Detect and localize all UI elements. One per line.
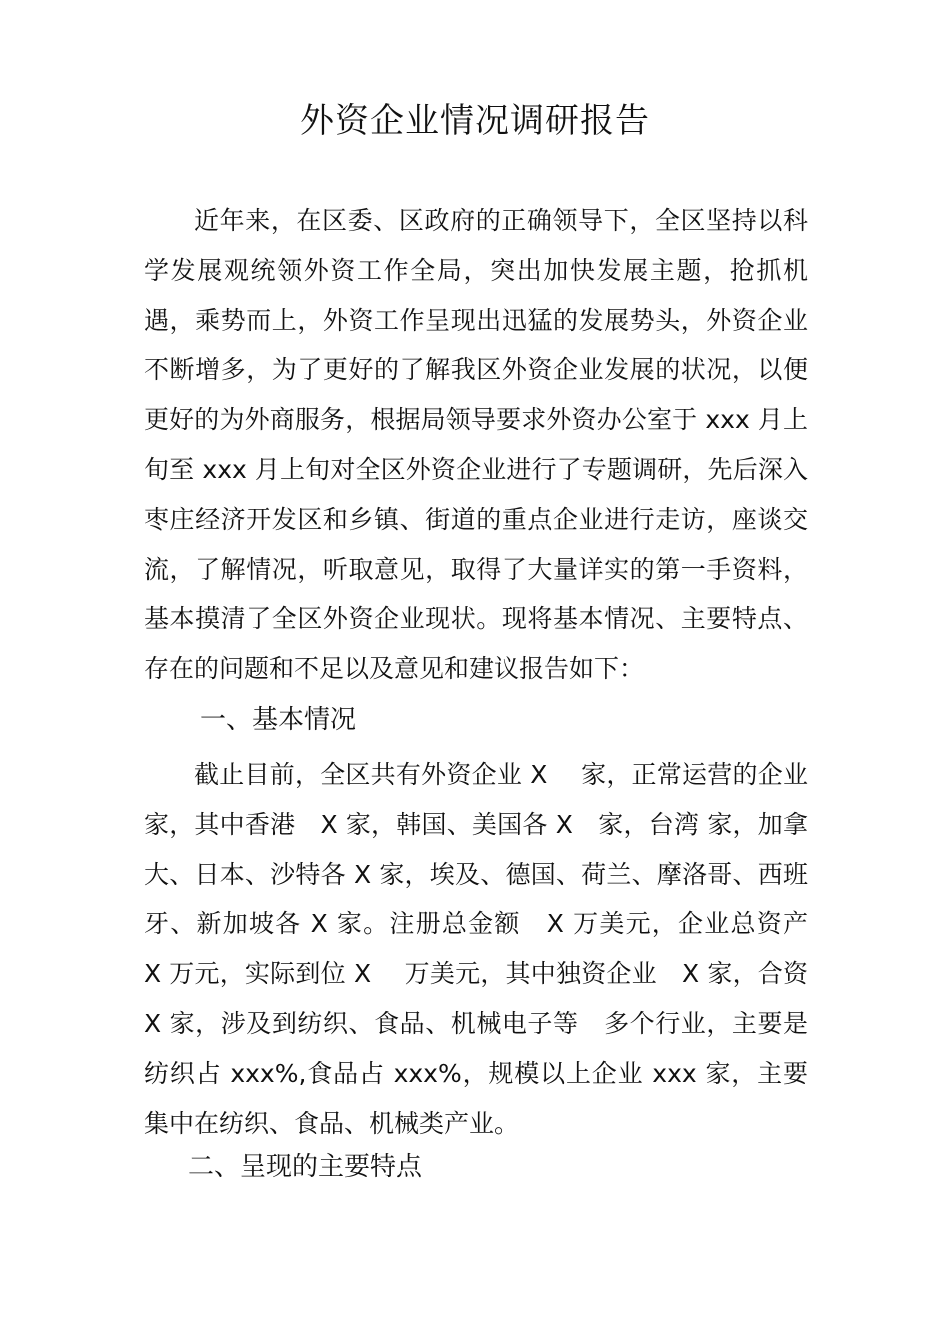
document-title: 外资企业情况调研报告 [300,101,650,141]
intro-paragraph: 近年来，在区委、区政府的正确领导下，全区坚持以科学发展观统领外资工作全局，突出加快发展主题，抢抓机遇，乘势而上，外资工作呈现出迅猛的发展势头，外资企业不断增多，为了更好的了解我区外资企业发展的状况，以便更好的为外商服务，根据局领导要求外资办公室于 xxx 月上旬至 xxx 月上旬对全区外资企业进行了专题调研，先后深入枣庄经济开发区和乡镇、街道的重点企业进行走访，座谈交流，了解情况，听取意见，取得了大量详实的第一手资料，基本摸清了全区外资企业现状。现将基本情况、主要特点、存在的问题和不足以及意见和建议报告如下： [144,206,808,684]
section-heading-features: 二、呈现的主要特点 [188,1152,423,1182]
section-heading-basic: 一、基本情况 [200,705,357,735]
basic-situation-paragraph: 截止目前，全区共有外资企业 X 家，正常运营的企业家，其中香港 X 家，韩国、美国各 X 家，台湾 家，加拿大、日本、沙特各 X 家，埃及、德国、荷兰、摩洛哥、西班牙、新加坡各 X 家。注册总金额 X 万美元，企业总资产 X 万元，实际到位 X 万美元，其中独资企业 X 家，合资 X 家，涉及到纺织、食品、机械电子等 多个行业，主要是纺织占 xxx%,食品占 xxx%，规模以上企业 xxx 家，主要集中在纺织、食品、机械类产业。 [144,760,834,1138]
